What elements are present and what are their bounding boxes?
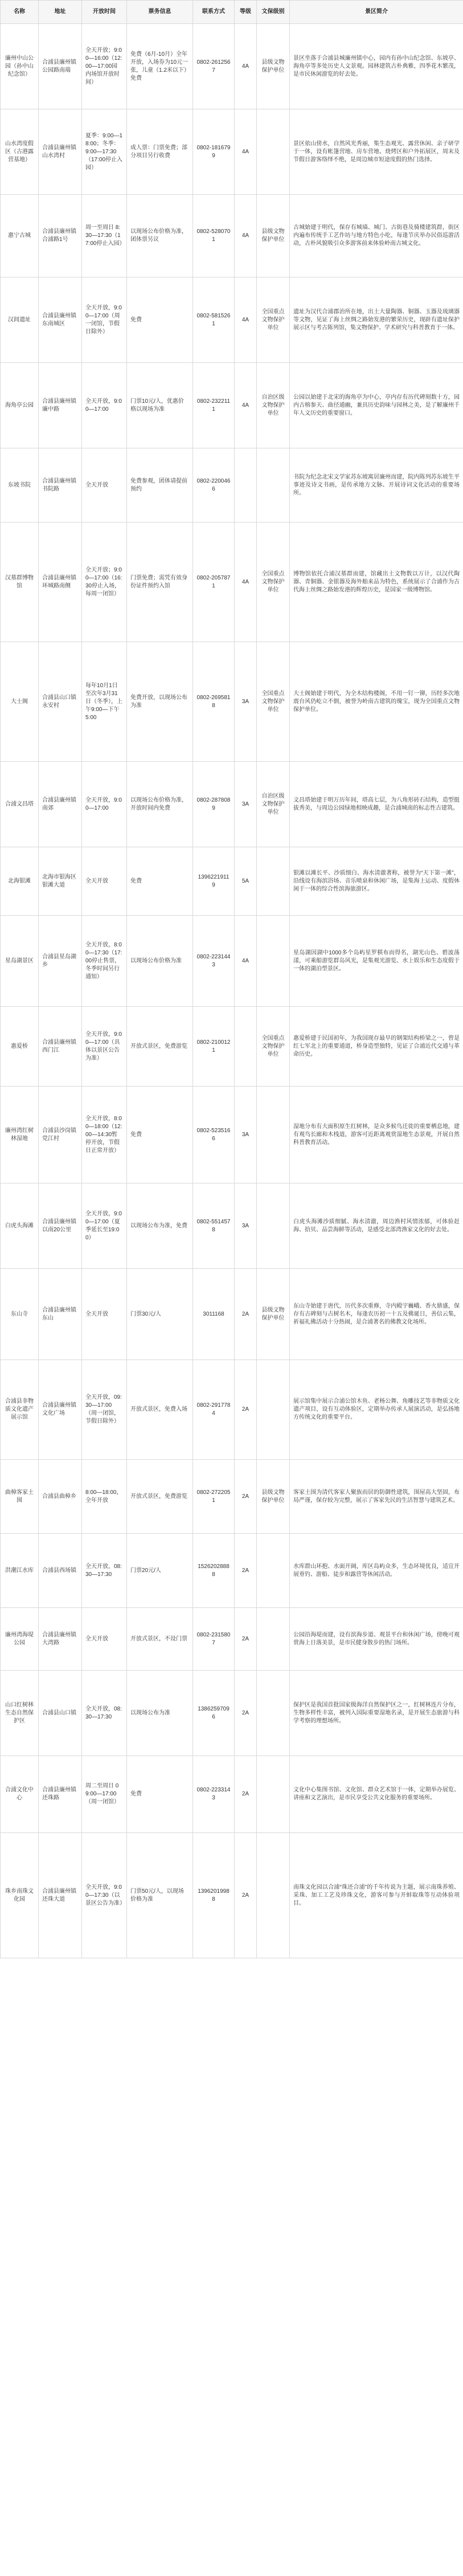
cell-hours: 全天开放，08:30—17:30	[82, 1534, 127, 1608]
cell-name: 洪潮江水库	[1, 1534, 39, 1608]
cell-name: 汉闾遗址	[1, 277, 39, 363]
cell-grade: 5A	[235, 847, 257, 916]
table-row	[1, 1460, 463, 1534]
cell-hours: 全天开放，9:00—17:00（周一闭馆，节假日除外）	[82, 277, 127, 363]
cell-grade: 2A	[235, 1534, 257, 1608]
cell-ticket: 免费	[127, 1087, 193, 1183]
cell-hours: 全天开放，9:00—17:00（具体以景区公告为准）	[82, 1007, 127, 1087]
table-row	[1, 277, 463, 363]
table-row	[1, 109, 463, 195]
cell-address: 合浦县山口镇	[39, 1671, 82, 1756]
cell-protection	[257, 847, 290, 916]
cell-hours: 全天开放	[82, 1608, 127, 1671]
cell-ticket: 门票免费；需凭有效身份证件预约入馆	[127, 522, 193, 642]
cell-grade: 2A	[235, 1460, 257, 1534]
table-row	[1, 642, 463, 762]
cell-hours: 周二至周日 09:00—17:00（周一闭馆）	[82, 1756, 127, 1833]
cell-protection	[257, 1534, 290, 1608]
cell-phone: 3011168	[193, 1269, 235, 1360]
cell-grade: 4A	[235, 24, 257, 109]
table-row	[1, 916, 463, 1007]
cell-name: 廉州湾海堤公园	[1, 1608, 39, 1671]
cell-hours: 周一至周日 8:30—17:30（17:00停止入园）	[82, 195, 127, 277]
cell-description: 水库群山环抱、水面开阔，库区岛屿众多，生态环境优良，适宜开展垂钓、游船、徒步和露营等休闲活动。	[290, 1534, 463, 1608]
table-row	[1, 762, 463, 847]
table-row	[1, 448, 463, 522]
cell-name: 曲樟客家土围	[1, 1460, 39, 1534]
cell-description: 景区坐落于合浦县城廉州镇中心，园内有孙中山纪念馆、东坡亭、海角亭等多处历史人文景观。园林建筑古朴典雅，四季花木繁茂，是市民休闲游览的好去处。	[290, 24, 463, 109]
cell-protection: 全国重点文物保护单位	[257, 1007, 290, 1087]
cell-phone: 0802-2917784	[193, 1360, 235, 1460]
cell-address: 合浦县廉州镇书院路	[39, 448, 82, 522]
cell-hours: 全天开放	[82, 1269, 127, 1360]
cell-description: 大士阁始建于明代，为全木结构楼阁，不用一钉一铆，历经多次地震台风仍屹立不倒，被誉为岭南古建筑的瑰宝，现为全国重点文物保护单位。	[290, 642, 463, 762]
cell-ticket: 门票50元/人，以现场价格为准	[127, 1833, 193, 1958]
cell-protection	[257, 916, 290, 1007]
cell-address: 合浦县廉州镇大湾路	[39, 1608, 82, 1671]
cell-hours: 每年10月1日至次年3月31日（冬季），上午9:00—下午5:00	[82, 642, 127, 762]
cell-ticket: 开放式景区，免费游览	[127, 1460, 193, 1534]
cell-address: 合浦县廉州镇环城路南侧	[39, 522, 82, 642]
cell-grade: 4A	[235, 277, 257, 363]
cell-grade: 3A	[235, 762, 257, 847]
cell-ticket: 免费	[127, 1756, 193, 1833]
cell-name: 合浦文化中心	[1, 1756, 39, 1833]
cell-protection: 全国重点文物保护单位	[257, 277, 290, 363]
cell-address: 合浦县廉州镇合浦路1号	[39, 195, 82, 277]
cell-name: 山口红树林生态自然保护区	[1, 1671, 39, 1756]
cell-ticket: 以现场公布价格为准	[127, 916, 193, 1007]
cell-address: 合浦县廉州镇东山	[39, 1269, 82, 1360]
cell-phone: 0802-1816799	[193, 109, 235, 195]
cell-name: 海角亭公园	[1, 363, 39, 448]
table-row	[1, 1756, 463, 1833]
cell-grade: 2A	[235, 1608, 257, 1671]
cell-ticket: 免费开放，以现场公布为准	[127, 642, 193, 762]
cell-protection	[257, 1183, 290, 1269]
cell-name: 珠乡南珠文化园	[1, 1833, 39, 1958]
cell-name: 东坡书院	[1, 448, 39, 522]
cell-address: 合浦县廉州镇还珠大道	[39, 1833, 82, 1958]
cell-protection: 全国重点文物保护单位	[257, 522, 290, 642]
table-header-row	[1, 1, 463, 24]
cell-hours: 全天开放，8:00—17:30（17:00停止售票，冬季时间另行通知）	[82, 916, 127, 1007]
header-phone: 联系方式	[193, 1, 235, 24]
cell-description: 湿地分布有大面积原生红树林，是众多候鸟迁徙的重要栖息地，建有观鸟长廊和木栈道，游客可近距离观赏湿地生态景观，开展自然科普教育活动。	[290, 1087, 463, 1183]
table-row	[1, 522, 463, 642]
cell-phone: 0802-2878089	[193, 762, 235, 847]
cell-hours: 全天开放，9:00—17:30（以景区公告为准）	[82, 1833, 127, 1958]
cell-description: 古城始建于明代，保存有城墙、城门、古街巷及骑楼建筑群，街区内遍布传统手工艺作坊与地方特色小吃，每逢节庆举办民俗巡游活动，古朴风貌吸引众多游客前来体验岭南古城文化。	[290, 195, 463, 277]
cell-phone: 0802-2315807	[193, 1608, 235, 1671]
cell-description: 遗址为汉代合浦郡治所在地，出土大量陶器、铜器、玉器及琉璃器等文物，见证了海上丝绸之路始发港的繁荣历史，现辟有遗址保护展示区与考古陈列馆，集文物保护、学术研究与科普教育于一体。	[290, 277, 463, 363]
cell-ticket: 免费（6月-10月）全年开放，入场券为10元一张，儿童（1.2米以下）免费	[127, 24, 193, 109]
cell-ticket: 免费参观，团体请提前预约	[127, 448, 193, 522]
cell-name: 白虎头海滩	[1, 1183, 39, 1269]
cell-name: 东山寺	[1, 1269, 39, 1360]
cell-phone: 0802-5815261	[193, 277, 235, 363]
cell-grade: 2A	[235, 1756, 257, 1833]
cell-hours: 全天开放，8:00—18:00（12:00—14:30暂停开放，节假日正常开放）	[82, 1087, 127, 1183]
cell-name: 大士阁	[1, 642, 39, 762]
header-name: 名称	[1, 1, 39, 24]
cell-hours: 夏季：9:00—18:00；冬季：9:00—17:30（17:00停止入园）	[82, 109, 127, 195]
cell-name: 北海银滩	[1, 847, 39, 916]
cell-grade	[235, 448, 257, 522]
cell-description: 书院为纪念北宋文学家苏东坡寓居廉州而建，院内陈列苏东坡生平事迹及诗文书画，是传承地方文脉、开展诗词文化活动的重要场所。	[290, 448, 463, 522]
cell-description: 白虎头海滩沙质细腻、海水清澈，周边渔村风情浓郁，可体验赶海、拾贝、品尝海鲜等活动，是感受北部湾渔家文化的好去处。	[290, 1183, 463, 1269]
table-row	[1, 363, 463, 448]
table-row	[1, 1671, 463, 1756]
cell-ticket: 开放式景区，不设门票	[127, 1608, 193, 1671]
cell-ticket: 门票30元/人	[127, 1269, 193, 1360]
cell-phone: 0802-2722051	[193, 1460, 235, 1534]
cell-address: 合浦县星岛湖乡	[39, 916, 82, 1007]
cell-hours: 全天开放；9:00—16:00（12:00—17:00园内场馆开放时间）	[82, 24, 127, 109]
header-ticket: 票务信息	[127, 1, 193, 24]
cell-protection	[257, 1087, 290, 1183]
cell-phone: 0802-2612567	[193, 24, 235, 109]
cell-phone: 0802-2695818	[193, 642, 235, 762]
cell-address: 合浦县廉州镇山水湾村	[39, 109, 82, 195]
cell-address: 合浦县廉州镇还珠路	[39, 1756, 82, 1833]
cell-phone: 0802-5280701	[193, 195, 235, 277]
table-row	[1, 847, 463, 916]
cell-description: 惠爱桥建于民国初年，为我国现存最早的钢架结构桥梁之一，曾是红七军北上的重要通道，桥身造型独特，见证了合浦近代交通与革命历史。	[290, 1007, 463, 1087]
cell-address: 合浦县廉州镇廉中路	[39, 363, 82, 448]
cell-grade: 4A	[235, 195, 257, 277]
cell-name: 廉州湾红树林湿地	[1, 1087, 39, 1183]
cell-hours: 全天开放；9:00—17:00（16:30停止入场，每周一闭馆）	[82, 522, 127, 642]
cell-address: 合浦县山口镇永安村	[39, 642, 82, 762]
header-grade: 等级	[235, 1, 257, 24]
table-row	[1, 1183, 463, 1269]
table-row	[1, 1087, 463, 1183]
cell-protection: 县级文物保护单位	[257, 1269, 290, 1360]
cell-description: 博物馆依托合浦汉墓群而建，馆藏出土文物数以万计，以汉代陶器、青铜器、金银器及海外舶来品为特色，系统展示了合浦作为古代海上丝绸之路始发港的辉煌历史，是国家一级博物馆。	[290, 522, 463, 642]
cell-hours: 全天开放，9:00—17:00（夏季延长至19:00）	[82, 1183, 127, 1269]
cell-name: 廉州中山公园（孙中山纪念馆）	[1, 24, 39, 109]
cell-phone: 0802-5235166	[193, 1087, 235, 1183]
cell-ticket: 开放式景区，免费入场	[127, 1360, 193, 1460]
cell-address: 合浦县曲樟乡	[39, 1460, 82, 1534]
cell-phone: 0802-2100121	[193, 1007, 235, 1087]
cell-phone: 0802-2200466	[193, 448, 235, 522]
cell-protection	[257, 109, 290, 195]
cell-description: 银滩以滩长平、沙质细白、海水清澈著称，被誉为“天下第一滩”，沿线设有海滨浴场、音乐喷泉和休闲广场，是集海上运动、度假休闲于一体的综合性滨海旅游区。	[290, 847, 463, 916]
cell-protection: 县级文物保护单位	[257, 195, 290, 277]
cell-protection	[257, 1756, 290, 1833]
cell-grade: 3A	[235, 1087, 257, 1183]
cell-name: 山水湾度假区（古港露营基地）	[1, 109, 39, 195]
cell-description: 文昌塔始建于明万历年间，塔高七层，为八角形砖石结构，造型挺拔秀美，与周边公园绿地相映成趣，是合浦城南的标志性古建筑。	[290, 762, 463, 847]
cell-grade: 4A	[235, 363, 257, 448]
cell-address: 合浦县廉州镇文化广场	[39, 1360, 82, 1460]
cell-hours: 全天开放	[82, 847, 127, 916]
cell-grade: 3A	[235, 642, 257, 762]
cell-ticket: 以现场公布价格为准，团体票另议	[127, 195, 193, 277]
cell-ticket: 以现场公布为准，免费	[127, 1183, 193, 1269]
cell-phone: 0802-2322111	[193, 363, 235, 448]
cell-phone: 15262028888	[193, 1534, 235, 1608]
cell-description: 保护区是我国首批国家级海洋自然保护区之一，红树林连片分布，生物多样性丰富，被列入国际重要湿地名录，是开展生态旅游与科学考察的理想场所。	[290, 1671, 463, 1756]
cell-name: 星岛湖景区	[1, 916, 39, 1007]
table-body	[1, 24, 463, 1958]
cell-protection: 自治区级文物保护单位	[257, 762, 290, 847]
cell-phone: 0802-5514578	[193, 1183, 235, 1269]
cell-grade: 4A	[235, 916, 257, 1007]
cell-grade: 3A	[235, 1183, 257, 1269]
cell-ticket: 免费	[127, 847, 193, 916]
cell-address: 合浦县廉州镇西门江	[39, 1007, 82, 1087]
header-protection: 文保级别	[257, 1, 290, 24]
cell-description: 南珠文化园以合浦“珠还合浦”的千年传说为主题，展示南珠养殖、采珠、加工工艺及珍珠文化，游客可参与开蚌取珠等互动体验项目。	[290, 1833, 463, 1958]
cell-address: 北海市银海区银滩大道	[39, 847, 82, 916]
cell-phone: 13862597096	[193, 1671, 235, 1756]
cell-protection	[257, 1833, 290, 1958]
header-address: 地址	[39, 1, 82, 24]
cell-grade: 2A	[235, 1360, 257, 1460]
cell-hours: 全天开放，9:00—17:00	[82, 762, 127, 847]
table-row	[1, 1007, 463, 1087]
cell-name: 惠宁古城	[1, 195, 39, 277]
cell-ticket: 免费	[127, 277, 193, 363]
cell-hours: 全天开放	[82, 448, 127, 522]
cell-address: 合浦县廉州镇以南20公里	[39, 1183, 82, 1269]
cell-phone: 13962019988	[193, 1833, 235, 1958]
cell-description: 公园沿海堤而建，设有滨海步道、观景平台和休闲广场，傍晚可观赏海上日落美景，是市民健身散步的热门场所。	[290, 1608, 463, 1671]
table-row	[1, 1360, 463, 1460]
cell-description: 公园以始建于北宋的海角亭为中心，亭内存有历代碑刻数十方，园内古榕参天、曲径通幽，兼具历史韵味与园林之美，是了解廉州千年人文历史的重要窗口。	[290, 363, 463, 448]
cell-description: 文化中心集图书馆、文化馆、群众艺术馆于一体，定期举办展览、讲座和文艺演出，是市民享受公共文化服务的重要场所。	[290, 1756, 463, 1833]
cell-protection	[257, 1360, 290, 1460]
cell-hours: 8:00—18:00，全年开放	[82, 1460, 127, 1534]
cell-ticket: 成人票：门票免费；部分项目另行收费	[127, 109, 193, 195]
table-row	[1, 1534, 463, 1608]
cell-ticket: 以现场公布价格为准，开放时间内免费	[127, 762, 193, 847]
table-row	[1, 195, 463, 277]
cell-description: 东山寺始建于唐代，历代多次重修，寺内殿宇巍峨、香火鼎盛，保存有古碑刻与古树名木，每逢农历初一十五及佛诞日，善信云集，祈福礼佛活动十分热闹，是合浦著名的佛教文化场所。	[290, 1269, 463, 1360]
cell-grade: 4A	[235, 109, 257, 195]
cell-name: 合浦文昌塔	[1, 762, 39, 847]
header-description: 景区简介	[290, 1, 463, 24]
cell-address: 合浦县廉州镇公园路南端	[39, 24, 82, 109]
cell-hours: 全天开放，09:30—17:00（周一闭馆，节假日除外）	[82, 1360, 127, 1460]
cell-grade: 2A	[235, 1269, 257, 1360]
cell-protection: 自治区级文物保护单位	[257, 363, 290, 448]
table-row	[1, 1608, 463, 1671]
table-row	[1, 1269, 463, 1360]
cell-grade: 4A	[235, 522, 257, 642]
cell-grade: 2A	[235, 1671, 257, 1756]
cell-name: 汉墓群博物馆	[1, 522, 39, 642]
table-row	[1, 1833, 463, 1958]
cell-hours: 全天开放，08:30—17:30	[82, 1671, 127, 1756]
cell-grade	[235, 1007, 257, 1087]
cell-protection	[257, 1671, 290, 1756]
cell-name: 合浦县非物质文化遗产展示馆	[1, 1360, 39, 1460]
cell-address: 合浦县沙岗镇党江村	[39, 1087, 82, 1183]
cell-protection: 全国重点文物保护单位	[257, 642, 290, 762]
header-hours: 开放时间	[82, 1, 127, 24]
cell-description: 景区依山傍水，自然风光秀丽，集生态观光、露营休闲、亲子研学于一体，设有帐篷营地、房车营地、烧烤区和户外拓展区，周末及节假日游客络绎不绝，是周边城市短途度假的热门选择。	[290, 109, 463, 195]
cell-protection: 县级文物保护单位	[257, 1460, 290, 1534]
cell-phone: 13962219119	[193, 847, 235, 916]
cell-address: 合浦县西场镇	[39, 1534, 82, 1608]
cell-protection	[257, 1608, 290, 1671]
cell-address: 合浦县廉州镇南郊	[39, 762, 82, 847]
cell-protection: 县级文物保护单位	[257, 24, 290, 109]
cell-description: 客家土围为清代客家人聚族而居的防御性建筑，围屋高大坚固，布局严谨，保存较为完整，展示了客家先民的生活智慧与建筑艺术。	[290, 1460, 463, 1534]
table-row	[1, 24, 463, 109]
cell-ticket: 以现场公布为准	[127, 1671, 193, 1756]
cell-phone: 0802-2231443	[193, 916, 235, 1007]
cell-protection	[257, 448, 290, 522]
cell-phone: 0802-2057871	[193, 522, 235, 642]
cell-ticket: 门票10元/人，优惠价格以现场为准	[127, 363, 193, 448]
cell-ticket: 门票20元/人	[127, 1534, 193, 1608]
cell-name: 惠爱桥	[1, 1007, 39, 1087]
cell-description: 星岛湖因湖中1000多个岛屿星罗棋布而得名，湖光山色、碧波荡漾，可乘船游览群岛风光，是集观光游览、水上娱乐和生态度假于一体的湖泊型景区。	[290, 916, 463, 1007]
cell-description: 展示馆集中展示合浦公馆木鱼、老杨公舞、角雕技艺等非物质文化遗产项目，设有互动体验区，定期举办传承人展演活动，是弘扬地方传统文化的重要平台。	[290, 1360, 463, 1460]
cell-hours: 全天开放，9:00—17:00	[82, 363, 127, 448]
cell-grade: 2A	[235, 1833, 257, 1958]
cell-address: 合浦县廉州镇东南城区	[39, 277, 82, 363]
cell-ticket: 开放式景区，免费游览	[127, 1007, 193, 1087]
cell-phone: 0802-2233143	[193, 1756, 235, 1833]
